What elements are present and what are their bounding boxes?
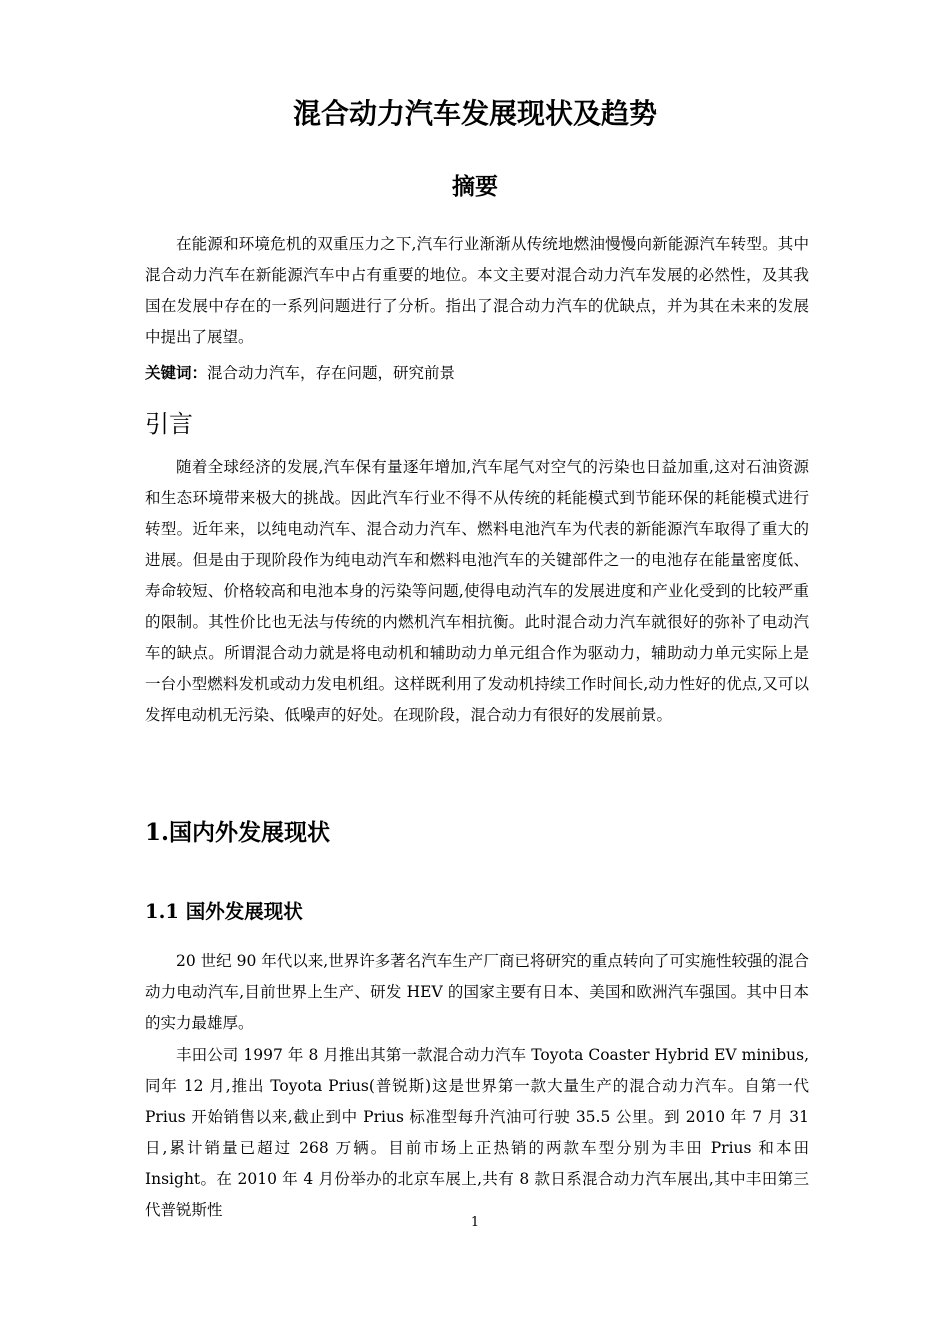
- section-1-1-paragraph-1: 20 世纪 90 年代以来,世界许多著名汽车生产厂商已将研究的重点转向了可实施性较强的混合动力电动汽车,目前世界上生产、研发 HEV 的国家主要有日本、美国和欧洲汽车强国。其中日本的实力最雄厚。: [145, 952, 809, 1032]
- abstract-heading: 摘要: [452, 173, 498, 200]
- keywords-line: [145, 357, 809, 389]
- intro-paragraph: 随着全球经济的发展,汽车保有量逐年增加,汽车尾气对空气的污染也日益加重,这对石油资源和生态环境带来极大的挑战。因此汽车行业不得不从传统的耗能模式到节能环保的耗能模式进行转型。近年来，以纯电动汽车、混合动力汽车、燃料电池汽车为代表的新能源汽车取得了重大的进展。但是由于现阶段作为纯电动汽车和燃料电池汽车的关键部件之一的电池存在能量密度低、寿命较短、价格较高和电池本身的污染等问题,使得电动汽车的发展进度和产业化受到的比较严重的限制。其性价比也无法与传统的内燃机汽车相抗衡。此时混合动力汽车就很好的弥补了电动汽车的缺点。所谓混合动力就是将电动机和辅助动力单元组合作为驱动力，辅助动力单元实际上是一台小型燃料发机或动力发电机组。这样既利用了发动机持续工作时间长,动力性好的优点,又可以发挥电动机无污染、低噪声的好处。在现阶段，混合动力有很好的发展前景。: [145, 458, 809, 724]
- keywords-text: 混合动力汽车，存在问题，研究前景: [207, 364, 456, 382]
- abstract-paragraph: 在能源和环境危机的双重压力之下,汽车行业渐渐从传统地燃油慢慢向新能源汽车转型。其中混合动力汽车在新能源汽车中占有重要的地位。本文主要对混合动力汽车发展的必然性，及其我国在发展中存在的一系列问题进行了分析。指出了混合动力汽车的优缺点，并为其在未来的发展中提出了展望。: [145, 235, 809, 346]
- keywords-label: 关键词：: [145, 363, 208, 382]
- section-1-1-paragraph-2: 丰田公司 1997 年 8 月推出其第一款混合动力汽车 Toyota Coaster Hybrid EV minibus, 同年 12 月,推出 Toyota Prius(普锐斯)这是世界第一款大量生产的混合动力汽车。自第一代 Prius 开始销售以来,截止到中 Prius 标准型每升汽油可行驶 35.5 公里。到 2010 年 7 月 31 日,累计销量已超过 268 万辆。目前市场上正热销的两款车型分别为丰田 Prius 和本田 Insight。在 2010 年 4 月份举办的北京车展上,共有 8 款日系混合动力汽车展出,其中丰田第三代普锐斯性: [145, 1046, 809, 1219]
- section-1-1-heading: 1.1 国外发展现状: [145, 900, 303, 923]
- document-title: 混合动力汽车发展现状及趋势: [292, 97, 657, 130]
- page-number: 1: [470, 1215, 480, 1230]
- section-1-heading: 1.国内外发展现状: [145, 819, 331, 846]
- intro-heading: 引言: [145, 410, 193, 438]
